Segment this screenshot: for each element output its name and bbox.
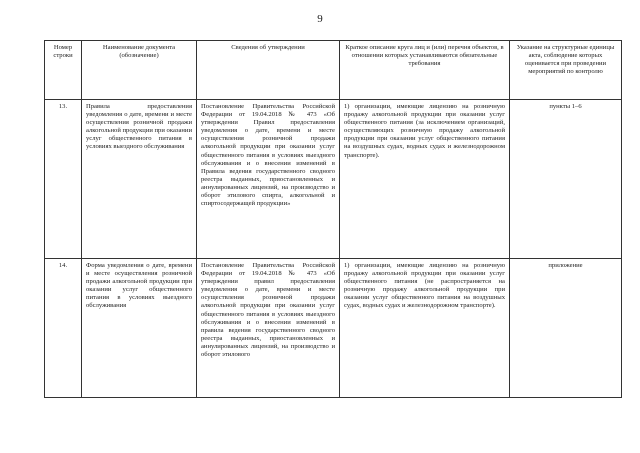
document-name: Форма уведомления о дате, времени и месте осуществления розничной продажи алкогольной продукции при оказании услуг общественного питания в условиях выездного обслуживания [82, 259, 197, 398]
table-row [45, 259, 622, 398]
header-structural-units: Указание на структурные единицы акта, соблюдение которых оценивается при проведении мероприятий по контролю [510, 41, 622, 100]
page-number: 9 [317, 13, 323, 25]
header-approval-info: Сведения об утверждении [197, 41, 340, 100]
table-row [45, 100, 622, 259]
structural-units: приложение [510, 259, 622, 398]
scope-description: 1) организации, имеющие лицензию на розничную продажу алкогольной продукции при оказании услуг общественного питания (не распространяется на розничную продажу алкогольной продукции при оказании услуг общественного питания на воздушных судах, водных судах и железнодорожном транспорте). [340, 259, 510, 398]
requirements-table [44, 40, 622, 398]
header-document-name: Наименование документа (обозначение) [82, 41, 197, 100]
row-number: 14. [45, 259, 82, 398]
structural-units: пункты 1–6 [510, 100, 622, 259]
header-row-number: Номер строки [45, 41, 82, 100]
header-scope-description: Краткое описание круга лиц и (или) перечня объектов, в отношении которых устанавливаются обязательные требования [340, 41, 510, 100]
row-number: 13. [45, 100, 82, 259]
approval-info: Постановление Правительства Российской Федерации от 19.04.2018 № 473 «Об утверждении правил предоставления уведомления о дате, времени и месте осуществления розничной продажи алкогольной продукции при оказании услуг общественного питания в условиях выездного обслуживания и о внесении изменений в правила ведения государственного сводного реестра выданных, приостановленных и аннулированных лицензий, на производство и оборот этилового [197, 259, 340, 398]
approval-info: Постановление Правительства Российской Федерации от 19.04.2018 № 473 «Об утверждении Правил предоставления уведомления о дате, времени и месте осуществления розничной продажи алкогольной продукции при оказании услуг общественного питания в условиях выездного обслуживания и о внесении изменений в Правила ведения государственного сводного реестра выданных, приостановленных и аннулированных лицензий, на производство и оборот этилового спирта, алкогольной и спиртосодержащей продукции» [197, 100, 340, 259]
document-name: Правила предоставления уведомления о дате, времени и месте осуществления розничной продажи алкогольной продукции при оказании услуг общественного питания в условиях выездного обслуживания [82, 100, 197, 259]
table-header-row [45, 41, 622, 100]
scope-description: 1) организации, имеющие лицензию на розничную продажу алкогольной продукции при оказании услуг общественного питания (за исключением организаций, осуществляющих розничную продажу алкогольной продукции при оказании услуг общественного питания на воздушных судах, водных судах и железнодорожном транспорте). [340, 100, 510, 259]
